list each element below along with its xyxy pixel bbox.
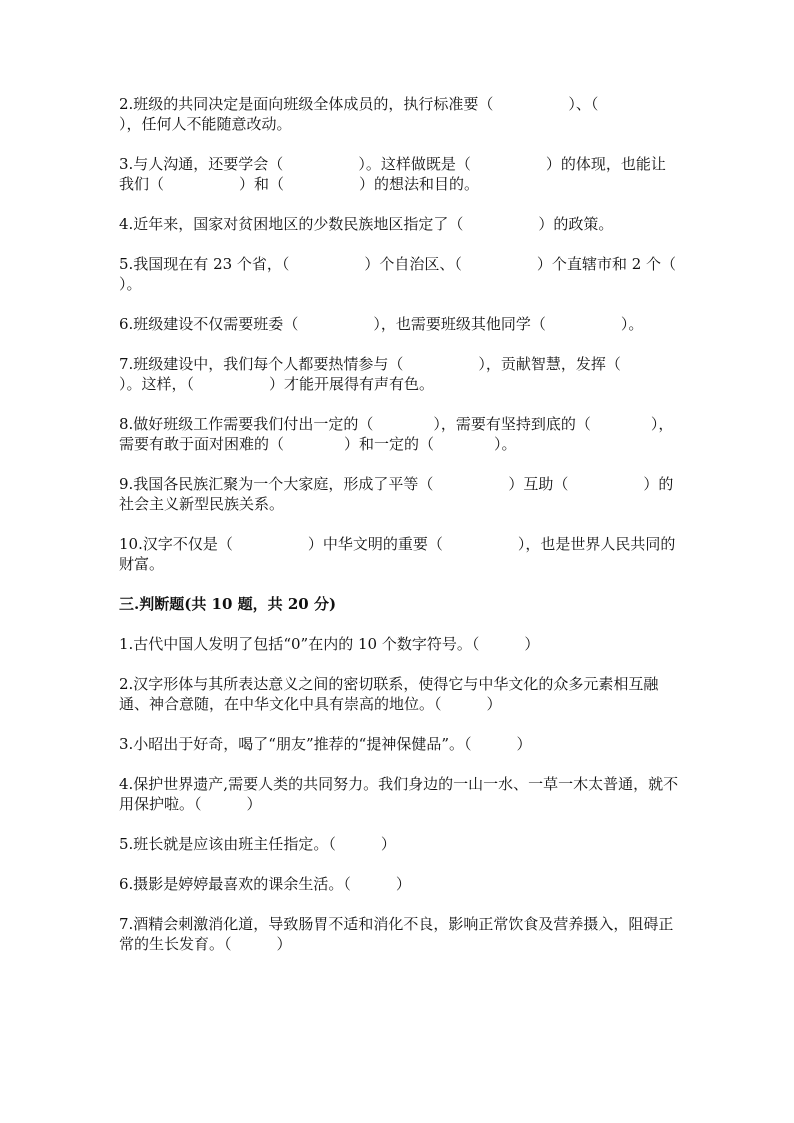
question-3-communication: 3.与人沟通，还要学会（ ）。这样做既是（ ）的体现，也能让我们（ ）和（ ）的想法和目的。: [119, 155, 666, 193]
question-10-chinese-characters: 10.汉字不仅是（ ）中华文明的重要（ ），也是世界人民共同的财富。: [119, 535, 676, 573]
tf-question-1: 1.古代中国人发明了包括“0”在内的 10 个数字符号。（ ）: [119, 635, 540, 653]
question-6-class-committee: 6.班级建设不仅需要班委（ ），也需要班级其他同学（ ）。: [119, 315, 644, 333]
tf-question-3: 3.小昭出于好奇，喝了“朋友”推荐的“提神保健品”。（ ）: [119, 735, 532, 753]
question-5-provinces: 5.我国现在有 23 个省，（ ）个自治区、（ ）个直辖市和 2 个（ ）。: [119, 255, 752, 293]
worksheet-page: [119, 94, 752, 974]
question-7-class-building: 7.班级建设中，我们每个人都要热情参与（ ），贡献智慧，发挥（ ）。这样，（ ）才能开展得有声有色。: [119, 355, 696, 393]
tf-question-5: 5.班长就是应该由班主任指定。（ ）: [119, 835, 396, 853]
question-4-policy: 4.近年来，国家对贫困地区的少数民族地区指定了（ ）的政策。: [119, 215, 614, 233]
question-9-ethnic-relations: 9.我国各民族汇聚为一个大家庭，形成了平等（ ）互助（ ）的社会主义新型民族关系。: [119, 475, 674, 513]
tf-question-2: 2.汉字形体与其所表达意义之间的密切联系，使得它与中华文化的众多元素相互融通、神合意随，在中华文化中具有崇高的地位。（ ）: [119, 675, 659, 713]
question-8-class-work: 8.做好班级工作需要我们付出一定的（ ），需要有坚持到底的（ ），需要有敢于面对困难的（ ）和一定的（ ）。: [119, 415, 674, 453]
section-title-true-false: 三.判断题(共 10 题，共 20 分): [119, 595, 337, 613]
tf-question-7: 7.酒精会刺激消化道，导致肠胃不适和消化不良，影响正常饮食及营养摄入，阻碍正常的生长发育。（ ）: [119, 915, 674, 953]
question-2-class-decision: 2.班级的共同决定是面向班级全体成员的，执行标准要（ ）、（ ），任何人不能随意改动。: [119, 95, 689, 133]
tf-question-4: 4.保护世界遗产,需要人类的共同努力。我们身边的一山一水、一草一木太普通，就不用保护啦。（ ）: [119, 775, 679, 813]
tf-question-6: 6.摄影是婷婷最喜欢的课余生活。（ ）: [119, 875, 411, 893]
